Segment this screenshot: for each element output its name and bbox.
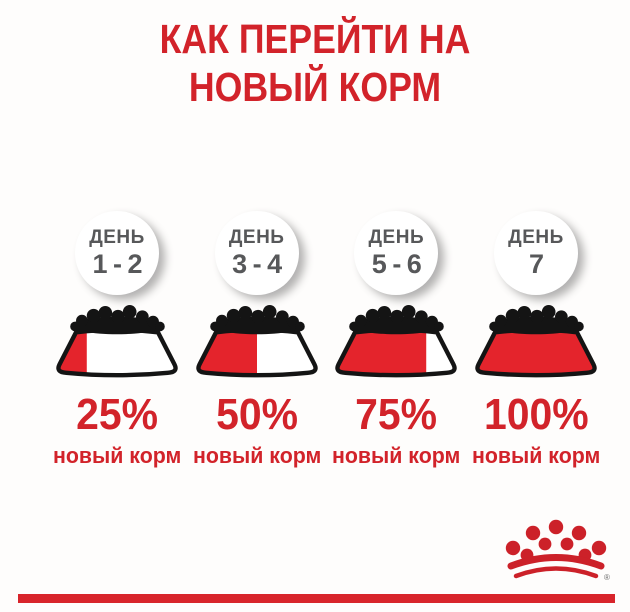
bottom-red-bar	[18, 594, 615, 603]
step-day-5-6	[333, 211, 459, 467]
day-badge	[354, 211, 438, 295]
day-badge	[494, 211, 578, 295]
step-day-7	[473, 211, 599, 467]
new-food-caption: новый корм	[192, 443, 321, 468]
title-line-1: КАК ПЕРЕЙТИ НА	[159, 16, 471, 62]
day-range: 7	[528, 248, 543, 279]
day-range: 5 - 6	[371, 248, 421, 279]
registered-mark: ®	[604, 573, 610, 582]
new-food-caption: новый корм	[332, 443, 461, 468]
day-label: ДЕНЬ	[508, 226, 564, 248]
food-bowl-icon	[472, 305, 600, 383]
day-range: 3 - 4	[232, 248, 282, 279]
transition-steps	[54, 211, 599, 467]
percent-value: 50%	[215, 390, 298, 439]
title-line-2: НОВЫЙ КОРМ	[188, 63, 442, 110]
new-food-caption: новый корм	[52, 443, 182, 468]
percent-value: 75%	[355, 390, 438, 439]
percent-value: 100%	[483, 390, 589, 439]
food-bowl-icon	[193, 305, 321, 383]
royal-canin-crown-icon	[500, 518, 612, 582]
step-day-3-4	[194, 211, 320, 467]
day-range: 1 - 2	[92, 248, 142, 279]
new-food-caption: новый корм	[471, 443, 601, 468]
day-label: ДЕНЬ	[228, 226, 285, 248]
day-label: ДЕНЬ	[368, 226, 425, 248]
day-badge	[215, 211, 299, 295]
food-bowl-icon	[53, 305, 181, 383]
food-bowl-icon	[332, 305, 460, 383]
percent-value: 25%	[76, 390, 158, 439]
page-title	[41, 16, 589, 112]
day-label: ДЕНЬ	[89, 226, 145, 248]
step-day-1-2	[54, 211, 180, 467]
day-badge	[75, 211, 159, 295]
